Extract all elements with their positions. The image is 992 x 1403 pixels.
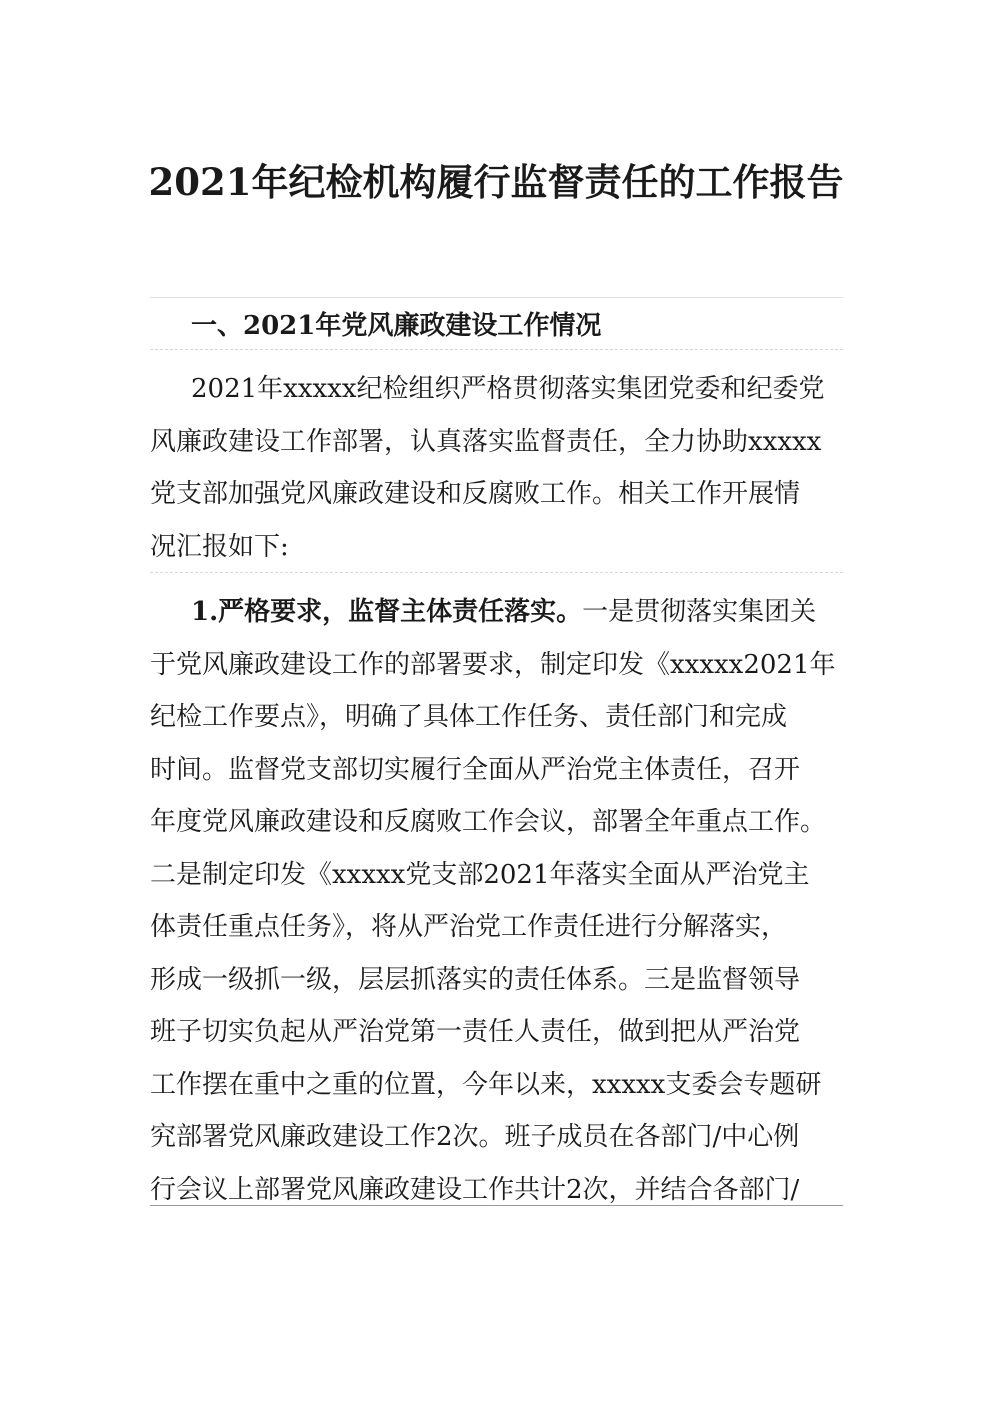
- document-title: 2021年纪检机构履行监督责任的工作报告: [148, 160, 844, 204]
- paragraph-line: 况汇报如下:: [150, 531, 289, 562]
- paragraph-line: 体责任重点任务》，将从严治党工作责任进行分解落实，: [150, 912, 788, 942]
- paragraph-line: 二是制定印发《xxxxx党支部2021年落实全面从严治党主: [150, 859, 810, 890]
- paragraph-line: 班子切实负起从严治党第一责任人责任，做到把从严治党: [150, 1017, 801, 1047]
- section-heading: 一、2021年党风廉政建设工作情况: [191, 311, 602, 341]
- paragraph-line: 2021年xxxxx纪检组织严格贯彻落实集团党委和纪委党: [191, 374, 825, 404]
- paragraph-line: 纪检工作要点》，明确了具体工作任务、责任部门和完成: [150, 702, 788, 732]
- paragraph-line: 于党风廉政建设工作的部署要求，制定印发《xxxxx2021年: [150, 649, 836, 680]
- divider: [150, 1205, 843, 1206]
- divider: [150, 572, 843, 573]
- paragraph-line: 究部署党风廉政建设工作2次。班子成员在各部门/中心例: [150, 1122, 800, 1152]
- divider: [150, 297, 843, 298]
- paragraph-line: 年度党风廉政建设和反腐败工作会议，部署全年重点工作。: [150, 807, 827, 837]
- paragraph-line: 党支部加强党风廉政建设和反腐败工作。相关工作开展情: [150, 479, 801, 509]
- intro-paragraph: [150, 363, 843, 573]
- paragraph-line: 风廉政建设工作部署，认真落实监督责任，全力协助xxxxx: [150, 426, 822, 457]
- point-1-text: 一是贯彻落实集团关: [582, 597, 817, 627]
- paragraph-line: 时间。监督党支部切实履行全面从严治党主体责任，召开: [150, 754, 801, 785]
- point-1-label: 1.严格要求，监督主体责任落实。: [191, 597, 583, 627]
- paragraph-line: 工作摆在重中之重的位置，今年以来，xxxxx支委会专题研: [150, 1069, 822, 1100]
- paragraph-line: [150, 586, 843, 639]
- paragraph-line: 形成一级抓一级，层层抓落实的责任体系。三是监督领导: [150, 964, 801, 995]
- divider: [150, 349, 843, 350]
- paragraph-line: 行会议上部署党风廉政建设工作共计2次，并结合各部门/: [150, 1174, 800, 1205]
- point-1-paragraph: [150, 586, 843, 1216]
